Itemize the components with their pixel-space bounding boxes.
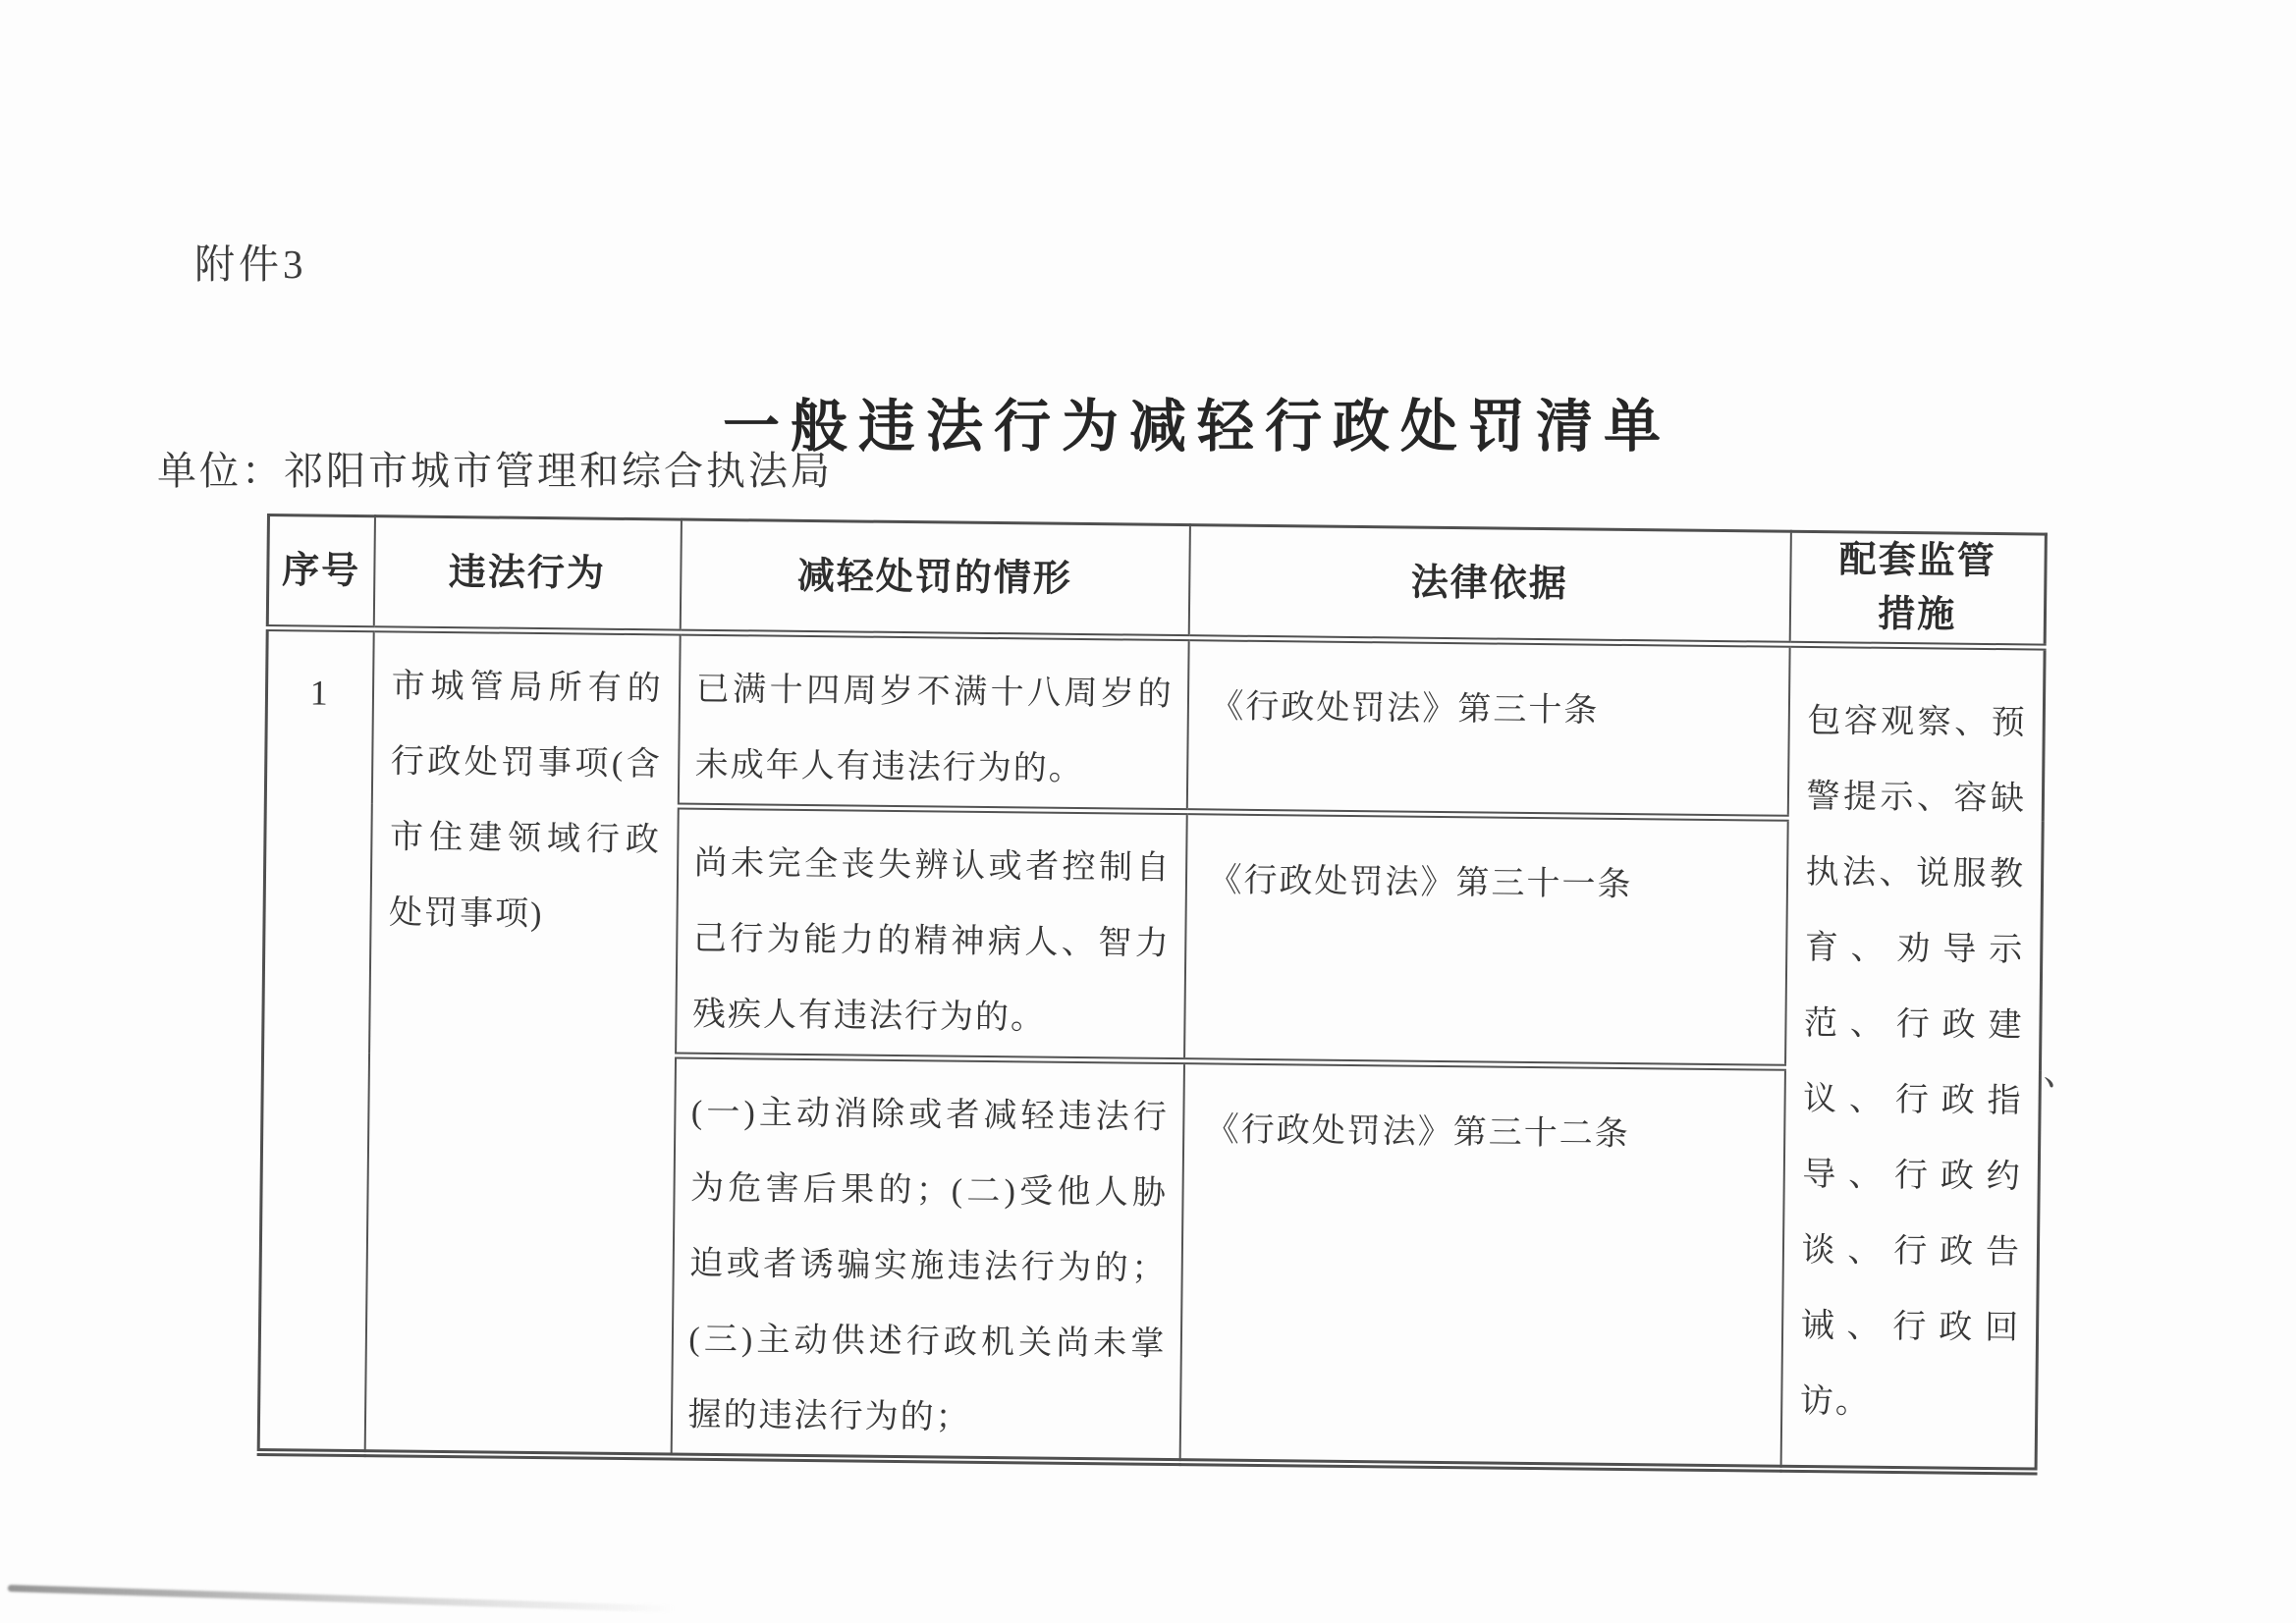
cell-illegal-act: 市城管局所有的行政处罚事项(含市住建领域行政处罚事项) bbox=[364, 629, 680, 1457]
cell-legal-basis-2: 《行政处罚法》第三十一条 bbox=[1184, 812, 1788, 1068]
stray-pen-mark: 、 bbox=[2041, 1051, 2085, 1098]
document-title: 一般违法行为减轻行政处罚清单 bbox=[723, 394, 1672, 459]
column-header-circumstance: 减轻处罚的情形 bbox=[680, 519, 1189, 638]
cell-circumstance-3: (一)主动消除或者减轻违法行为危害后果的；(二)受他人胁迫或者诱骗实施违法行为的；(三)主动供述行政机关尚未掌握的违法行为的； bbox=[671, 1055, 1183, 1462]
cell-circumstance-1: 已满十四周岁不满十八周岁的未成年人有违法行为的。 bbox=[678, 632, 1188, 812]
penalty-table-wrapper bbox=[257, 514, 2045, 1476]
column-header-illegal-act: 违法行为 bbox=[373, 516, 681, 633]
cell-legal-basis-1: 《行政处罚法》第三十条 bbox=[1186, 638, 1789, 819]
attachment-label: 附件3 bbox=[194, 242, 307, 287]
column-header-index: 序号 bbox=[267, 515, 374, 629]
unit-line: 单位：祁阳市城市管理和综合执法局 bbox=[157, 449, 833, 493]
cell-supervision-measures: 包容观察、预警提示、容缺执法、说服教育、劝导示范、行政建议、行政指导、行政约谈、行政告诫、行政回访。 bbox=[1780, 644, 2045, 1471]
scan-edge-shadow bbox=[8, 1585, 676, 1612]
table-header-row bbox=[267, 515, 2046, 648]
column-header-supervision-measures-text: 配套监管措施 bbox=[1838, 539, 1997, 636]
penalty-table bbox=[257, 514, 2048, 1476]
cell-row-index: 1 bbox=[258, 628, 373, 1454]
cell-legal-basis-3: 《行政处罚法》第三十二条 bbox=[1179, 1061, 1784, 1469]
cell-circumstance-2: 尚未完全丧失辨认或者控制自己行为能力的精神病人、智力残疾人有违法行为的。 bbox=[676, 806, 1187, 1061]
table-sub-row-1 bbox=[265, 628, 2045, 822]
column-header-supervision-measures bbox=[1789, 531, 2046, 647]
column-header-legal-basis: 法律依据 bbox=[1188, 525, 1790, 645]
